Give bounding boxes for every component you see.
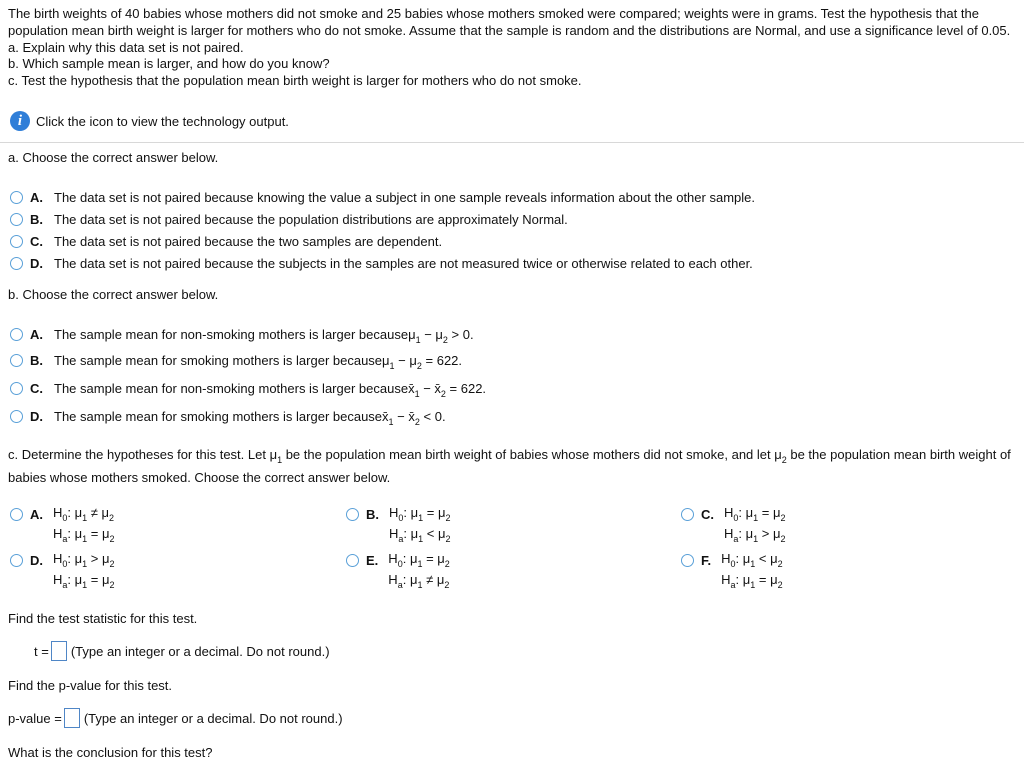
alt-hypothesis: $H_a$: $\mu_1 = \mu_2$ xyxy=(721,572,783,590)
test-statistic-row xyxy=(34,641,330,661)
section-c-prompt: c. Determine the hypotheses for this test. Let $\mu_1$ be the population mean birth weight of babies whose mothers did not smoke, and let $\mu_2$ be the population mean birth weight of babies whose mothers smoked. Choose the correct answer below. xyxy=(8,447,1011,485)
radio-button[interactable] xyxy=(10,257,23,270)
radio-button[interactable] xyxy=(681,554,694,567)
null-hypothesis: $H_0$: $\mu_1 = \mu_2$ xyxy=(724,505,786,523)
section-c-option-c[interactable]: C. $H_0$: $\mu_1 = \mu_2$ $H_a$: $\mu_1 > \mu_2$ xyxy=(681,507,786,545)
null-hypothesis: $H_0$: $\mu_1 = \mu_2$ xyxy=(388,551,450,569)
p-value-row xyxy=(8,708,343,728)
alt-hypothesis: $H_a$: $\mu_1 = \mu_2$ xyxy=(53,572,115,590)
problem-part-a: a. Explain why this data set is not paired. xyxy=(8,39,244,55)
section-c-option-a[interactable]: A. $H_0$: $\mu_1 \ne \mu_2$ $H_a$: $\mu_1 = \mu_2$ xyxy=(10,507,115,545)
section-b-option-b[interactable]: B. The sample mean for smoking mothers is larger because $\mu_1 - \mu_2 = 622$. xyxy=(10,353,462,368)
section-b-option-a[interactable]: A. The sample mean for non-smoking mothers is larger because $\mu_1 - \mu_2 > 0$. xyxy=(10,327,474,342)
radio-button[interactable] xyxy=(10,328,23,341)
radio-button[interactable] xyxy=(346,554,359,567)
p-value-label: p-value = xyxy=(8,710,62,726)
null-hypothesis: $H_0$: $\mu_1 > \mu_2$ xyxy=(53,551,115,569)
radio-button[interactable] xyxy=(681,508,694,521)
hypotheses xyxy=(388,549,450,591)
alt-hypothesis: $H_a$: $\mu_1 = \mu_2$ xyxy=(53,526,115,544)
hypotheses xyxy=(53,549,115,591)
p-value-prompt: Find the p-value for this test. xyxy=(8,678,173,693)
test-statistic-label: t = xyxy=(34,643,49,659)
section-a-option-b[interactable]: B. The data set is not paired because the population distributions are approximately Normal. xyxy=(10,212,568,227)
alt-hypothesis: $H_a$: $\mu_1 > \mu_2$ xyxy=(724,526,786,544)
p-value-input[interactable] xyxy=(64,708,80,728)
section-a-option-c[interactable]: C. The data set is not paired because the two samples are dependent. xyxy=(10,234,442,249)
radio-button[interactable] xyxy=(10,213,23,226)
radio-button[interactable] xyxy=(346,508,359,521)
section-a-option-a[interactable]: A. The data set is not paired because knowing the value a subject in one sample reveals information about the other sample. xyxy=(10,190,755,205)
hypotheses xyxy=(389,503,451,545)
radio-button[interactable] xyxy=(10,410,23,423)
section-c-option-e[interactable]: E. $H_0$: $\mu_1 = \mu_2$ $H_a$: $\mu_1 \ne \mu_2$ xyxy=(346,553,450,591)
problem-part-b: b. Which sample mean is larger, and how do you know? xyxy=(8,56,330,72)
radio-button[interactable] xyxy=(10,191,23,204)
null-hypothesis: $H_0$: $\mu_1 \ne \mu_2$ xyxy=(53,505,115,523)
hypotheses xyxy=(53,503,115,545)
hypotheses xyxy=(721,549,783,591)
null-hypothesis: $H_0$: $\mu_1 < \mu_2$ xyxy=(721,551,783,569)
radio-button[interactable] xyxy=(10,382,23,395)
radio-button[interactable] xyxy=(10,508,23,521)
null-hypothesis: $H_0$: $\mu_1 = \mu_2$ xyxy=(389,505,451,523)
radio-button[interactable] xyxy=(10,554,23,567)
test-statistic-hint: (Type an integer or a decimal. Do not round.) xyxy=(70,643,330,659)
alt-hypothesis: $H_a$: $\mu_1 < \mu_2$ xyxy=(389,526,451,544)
info-icon[interactable]: i xyxy=(10,111,30,131)
section-b-prompt: b. Choose the correct answer below. xyxy=(8,287,219,302)
math-expression: $x̄_1$ − $x̄_2 < 0$. xyxy=(382,409,446,427)
section-c-option-f[interactable]: F. $H_0$: $\mu_1 < \mu_2$ $H_a$: $\mu_1 = \mu_2$ xyxy=(681,553,783,591)
divider xyxy=(0,142,1024,143)
section-b-option-d[interactable]: D. The sample mean for smoking mothers is larger because $x̄_1$ − $x̄_2 < 0$. xyxy=(10,409,446,424)
hypotheses xyxy=(724,503,786,545)
p-value-hint: (Type an integer or a decimal. Do not round.) xyxy=(83,710,343,726)
alt-hypothesis: $H_a$: $\mu_1 \ne \mu_2$ xyxy=(388,572,450,590)
test-statistic-input[interactable] xyxy=(51,641,67,661)
conclusion-prompt: What is the conclusion for this test? xyxy=(8,745,213,760)
section-c-option-b[interactable]: B. $H_0$: $\mu_1 = \mu_2$ $H_a$: $\mu_1 < \mu_2$ xyxy=(346,507,451,545)
technology-output-link[interactable] xyxy=(10,111,289,131)
section-c-option-d[interactable]: D. $H_0$: $\mu_1 > \mu_2$ $H_a$: $\mu_1 = \mu_2$ xyxy=(10,553,115,591)
problem-part-c: c. Test the hypothesis that the population mean birth weight is larger for mothers who do not smoke. xyxy=(8,73,582,89)
section-b-option-c[interactable]: C. The sample mean for non-smoking mothers is larger because $x̄_1$ − $x̄_2 = 622$. xyxy=(10,381,486,396)
section-a-option-d[interactable]: D. The data set is not paired because the subjects in the samples are not measured twice or otherwise related to each other. xyxy=(10,256,753,271)
math-expression: $x̄_1$ − $x̄_2 = 622$. xyxy=(408,381,487,399)
problem-intro: The birth weights of 40 babies whose mothers did not smoke and 25 babies whose mothers smoked were compared; weights were in grams. Test the hypothesis that the population mean birth weight is larger for mothers who do not smoke. Assume that the sample is random and the distributions are Normal, and use a significance level of 0.05. xyxy=(8,6,1011,38)
problem-statement xyxy=(8,6,1012,90)
radio-button[interactable] xyxy=(10,235,23,248)
section-a-prompt: a. Choose the correct answer below. xyxy=(8,150,219,165)
info-link-text: Click the icon to view the technology output. xyxy=(36,113,289,129)
math-expression: $\mu_1 - \mu_2 = 622$. xyxy=(382,353,463,371)
test-statistic-prompt: Find the test statistic for this test. xyxy=(8,611,198,626)
radio-button[interactable] xyxy=(10,354,23,367)
math-expression: $\mu_1 - \mu_2 > 0$. xyxy=(408,327,474,345)
